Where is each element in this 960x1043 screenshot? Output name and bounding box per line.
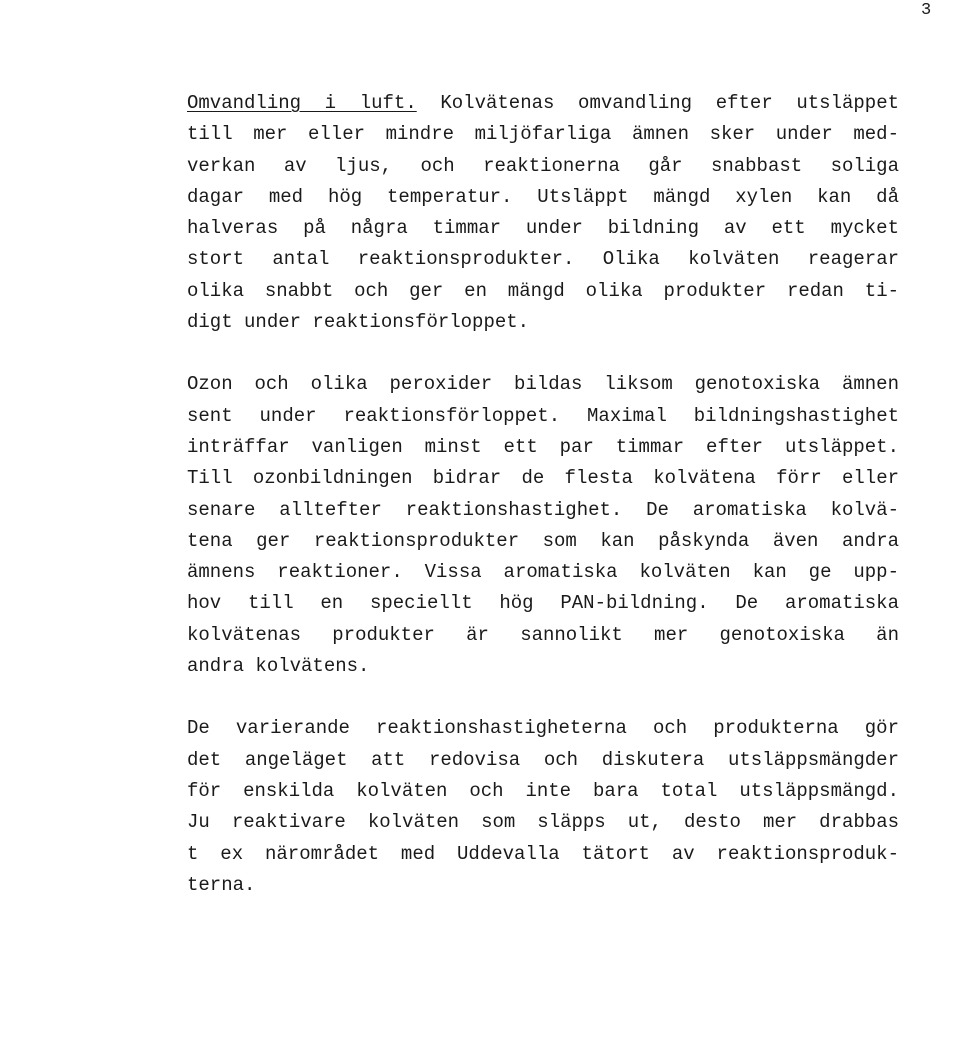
text-line: tena ger reaktionsprodukter som kan påskynda även andra bbox=[187, 529, 899, 552]
text-line: kolvätenas produkter är sannolikt mer genotoxiska än bbox=[187, 623, 899, 646]
text-line: inträffar vanligen minst ett par timmar efter utsläppet. bbox=[187, 435, 899, 458]
text-line: hov till en speciellt hög PAN-bildning. De aromatiska bbox=[187, 592, 899, 615]
text-line: ämnens reaktioner. Vissa aromatiska kolväten kan ge upp- bbox=[187, 561, 899, 584]
text-line: sent under reaktionsförloppet. Maximal bildningshastighet bbox=[187, 404, 899, 427]
text-line: stort antal reaktionsprodukter. Olika kolväten reagerar bbox=[187, 248, 899, 271]
text-line: digt under reaktionsförloppet. bbox=[187, 311, 530, 334]
text-line: andra kolvätens. bbox=[187, 655, 370, 678]
paragraph-3 bbox=[187, 713, 899, 901]
text-line-fragment: Kolvätenas omvandling efter utsläppet bbox=[416, 92, 899, 114]
paragraph-1 bbox=[187, 88, 899, 338]
text-line: olika snabbt och ger en mängd olika produkter redan ti- bbox=[187, 279, 899, 302]
text-line: Ju reaktivare kolväten som släpps ut, desto mer drabbas bbox=[187, 811, 899, 834]
text-line: det angeläget att redovisa och diskutera utsläppsmängder bbox=[187, 748, 899, 771]
page-number: 3 bbox=[921, 1, 932, 20]
text-line: t ex närområdet med Uddevalla tätort av reaktionsproduk- bbox=[187, 842, 899, 865]
text-line: De varierande reaktionshastigheterna och produkterna gör bbox=[187, 717, 899, 740]
text-line: Ozon och olika peroxider bildas liksom genotoxiska ämnen bbox=[187, 373, 899, 396]
text-line: verkan av ljus, och reaktionerna går snabbast soliga bbox=[187, 154, 899, 177]
text-line bbox=[187, 88, 899, 119]
text-line: Till ozonbildningen bidrar de flesta kolvätena förr eller bbox=[187, 467, 899, 490]
text-line: till mer eller mindre miljöfarliga ämnen sker under med- bbox=[187, 123, 899, 146]
text-line: halveras på några timmar under bildning av ett mycket bbox=[187, 217, 899, 240]
document-body bbox=[187, 88, 899, 901]
text-line: senare alltefter reaktionshastighet. De aromatiska kolvä- bbox=[187, 498, 899, 521]
text-line: terna. bbox=[187, 873, 256, 896]
paragraph-2 bbox=[187, 369, 899, 682]
text-line: för enskilda kolväten och inte bara total utsläppsmängd. bbox=[187, 779, 899, 802]
text-line: dagar med hög temperatur. Utsläppt mängd xylen kan då bbox=[187, 185, 899, 208]
section-heading: Omvandling i luft. bbox=[187, 92, 417, 114]
